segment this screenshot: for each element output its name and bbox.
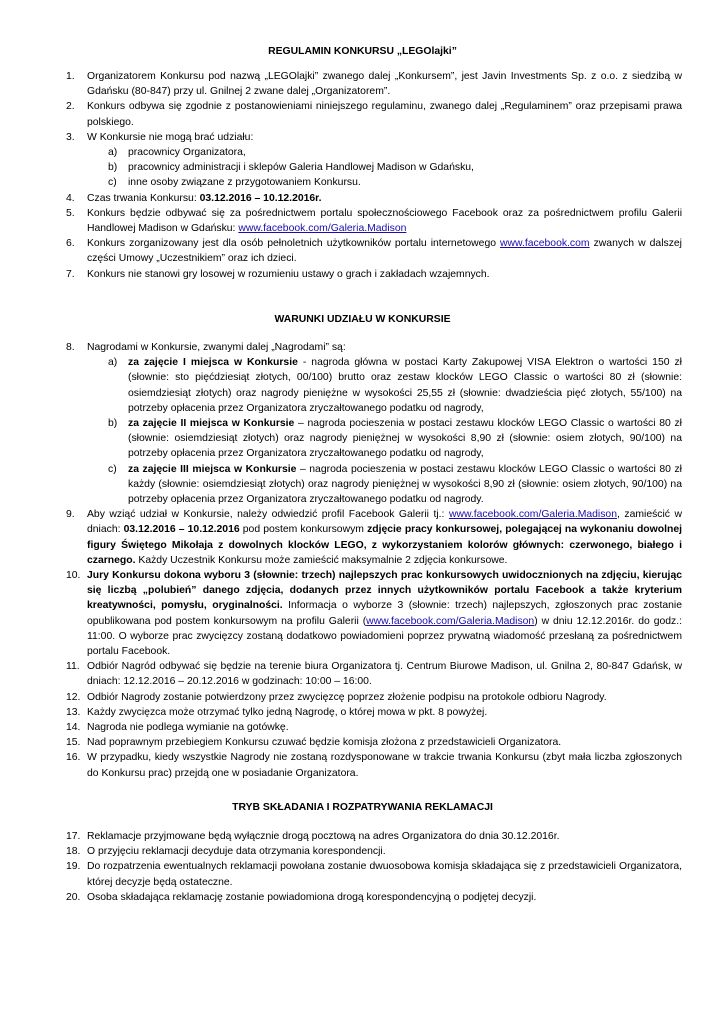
item-number: 13. — [66, 706, 81, 718]
sub-item — [66, 175, 682, 190]
item-text: Osoba składająca reklamację zostanie powiadomiona drogą korespondencyjną o podjętej decyzji. — [87, 891, 537, 903]
list-item — [66, 890, 682, 905]
item-text: Odbiór Nagród odbywać się będzie na terenie biura Organizatora tj. Centrum Biurowe Madison, ul. Gnilna 2, 80-847 Gdańsk, w dniach: 12.12.2016 – 20.12.2016 w godzinach: 10:00 – 16:00. — [87, 661, 682, 688]
sub-letter: b) — [108, 162, 118, 174]
prize-place: za zajęcie III miejsca w Konkursie — [128, 463, 297, 475]
item-text: ) w dniu 12.12.2016r. do godz.: 11:00. O wyborze prac zwycięzcy zostaną dodatkowo powiadomieni poprzez prywatną wiadomość przesłaną za pośrednictwem portalu Facebook. — [87, 615, 682, 658]
item-text: , zamieścić w dniach: — [87, 509, 682, 536]
sub-letter: c) — [108, 463, 117, 475]
list-item — [66, 340, 682, 355]
list-item — [66, 69, 682, 99]
facebook-link[interactable]: www.facebook.com — [500, 238, 590, 250]
item-text: Odbiór Nagrody zostanie potwierdzony przez zwycięzcę poprzez złożenie podpisu na protokole odbioru Nagrody. — [87, 691, 607, 703]
list-item — [66, 829, 682, 844]
sub-letter: a) — [108, 357, 118, 369]
item-text: W przypadku, kiedy wszystkie Nagrody nie zostaną rozdysponowane w trakcie trwania Konkursu (zbyt mała liczba zgłoszonych do Konkursu prac) przejdą one w posiadanie Organizatora. — [87, 752, 682, 779]
item-text: Nagrodami w Konkursie, zwanymi dalej „Nagrodami” są: — [87, 342, 346, 353]
sub-letter: c) — [108, 177, 117, 189]
item-text: Do rozpatrzenia ewentualnych reklamacji powołana zostanie dwuosobowa komisja składająca się z przedstawicieli Organizatora, której decyzje będą ostateczne. — [87, 861, 682, 888]
task-description: zdjęcie pracy konkursowej, polegającej na wykonaniu dowolnej figury Świętego Mikołaja z dowolnych klocków LEGO, z wykorzystaniem kolorów głównych: czerwonego, białego i czarnego. — [87, 524, 682, 566]
item-number: 4. — [66, 192, 75, 204]
list-item — [66, 568, 682, 659]
item-text: Konkurs odbywa się zgodnie z postanowieniami niniejszego regulaminu, zwanego dalej „Regulaminem” oraz przepisami prawa polskiego. — [87, 101, 682, 128]
facebook-link[interactable]: www.facebook.com/Galeria.Madison — [448, 509, 617, 521]
list-item — [66, 206, 682, 236]
list-item — [66, 720, 682, 735]
item-text: Konkurs będzie odbywać się za pośrednictwem portalu społecznościowego Facebook oraz za pośrednictwem profilu Galerii Handlowej Madison w Gdańsku: — [87, 207, 682, 235]
sub-text: – nagroda pocieszenia w postaci zestawu klocków LEGO Classic o wartości 80 zł każdy (słownie: osiemdziesiąt złotych) oraz nagrody pieniężnej w wysokości 8,90 zł (słownie: osiem złotych, 90/100) na potrzeby opłacenia przez Organizatora zryczałtowanego podatku od nagrody. — [128, 463, 682, 506]
item-number: 2. — [66, 101, 75, 113]
item-number: 8. — [66, 342, 75, 353]
sub-text: pracownicy administracji i sklepów Galeria Handlowej Madison w Gdańsku, — [128, 162, 474, 174]
list-item — [66, 659, 682, 689]
facebook-link[interactable]: www.facebook.com/Galeria.Madison — [366, 615, 535, 627]
item-text: Organizatorem Konkursu pod nazwą „LEGOlajki” zwanego dalej „Konkursem”, jest Javin Investments Sp. z o.o. z siedzibą w Gdańsku (80-847) przy ul. Gnilnej 2 zwane dalej „Organizatorem”. — [87, 71, 682, 98]
item-number: 1. — [66, 71, 75, 82]
item-text: zwanych w dalszej części Umowy „Uczestnikiem” oraz ich dzieci. — [87, 238, 682, 265]
list-item — [66, 99, 682, 129]
prize-place: za zajęcie II miejsca w Konkursie — [128, 418, 295, 430]
sub-item — [66, 145, 682, 160]
item-number: 16. — [66, 752, 81, 764]
item-number: 19. — [66, 861, 81, 873]
item-number: 15. — [66, 737, 81, 749]
sub-item — [66, 462, 682, 508]
sub-item — [66, 355, 682, 416]
title-reklamacje: TRYB SKŁADANIA I ROZPATRYWANIA REKLAMACJI — [232, 802, 493, 813]
section-1-list — [66, 69, 682, 282]
list-item — [66, 236, 682, 266]
list-item — [66, 844, 682, 859]
item-number: 6. — [66, 238, 75, 250]
list-item — [66, 705, 682, 720]
item-number: 12. — [66, 691, 81, 703]
item-text: Reklamacje przyjmowane będą wyłącznie drogą pocztową na adres Organizatora do dnia 30.12.2016r. — [87, 831, 560, 842]
item-number: 18. — [66, 846, 81, 858]
sub-item — [66, 160, 682, 175]
title-warunki: WARUNKI UDZIAŁU W KONKURSIE — [274, 314, 451, 325]
list-item — [66, 735, 682, 750]
item-text: Każdy Uczestnik Konkursu może zamieścić maksymalnie 2 zdjęcia konkursowe. — [135, 554, 508, 566]
sub-text: - nagroda główna w postaci Karty Zakupowej VISA Elektron o wartości 150 zł (słownie: sto pięćdziesiąt złotych, 00/100) brutto oraz zestaw klocków LEGO Classic o wartości 80 zł (słownie: osiemdziesiąt złotych) oraz nagrody pieniężne w wysokości 25,55 zł (słownie: dwadzieścia pięć złotych, 55/100) na potrzeby opłacenia przez Organizatora zryczałtowanego podatku od nagrody, — [128, 357, 682, 414]
item-text: O przyjęciu reklamacji decyduje data otrzymania korespondencji. — [87, 846, 386, 858]
item-number: 5. — [66, 207, 75, 219]
contest-dates: 03.12.2016 – 10.12.2016r. — [199, 192, 322, 204]
item-text: Aby wziąć udział w Konkursie, należy odwiedzić profil Facebook Galerii tj.: — [87, 509, 449, 521]
item-text: Czas trwania Konkursu: — [87, 192, 200, 204]
item-text: Informacja o wyborze 3 (słownie: trzech) najlepszych, zgłoszonych prac zostanie opublikowana pod postem konkursowym na profilu Galerii ( — [87, 600, 682, 627]
jury-text: Jury Konkursu dokona wyboru 3 (słownie: trzech) najlepszych prac konkursowych uwidocznionych na zdjęciu, kierując się liczbą „polubień” danego zdjęcia, dodanych przez innych użytkowników portalu Facebook a także kryterium kreatywności, pomysłu, oryginalności. — [87, 570, 682, 612]
item-number: 3. — [66, 131, 75, 143]
section-2-list — [66, 340, 682, 781]
sub-letter: a) — [108, 147, 118, 159]
section-3-list — [66, 829, 682, 905]
item-text: Konkurs nie stanowi gry losowej w rozumieniu ustawy o grach i zakładach wzajemnych. — [87, 268, 490, 280]
item-text: Nad poprawnym przebiegiem Konkursu czuwać będzie komisja złożona z przedstawicieli Organizatora. — [87, 737, 562, 749]
item-text: Nagroda nie podlega wymianie na gotówkę. — [87, 722, 289, 734]
title-regulamin: REGULAMIN KONKURSU „LEGOlajki” — [268, 46, 457, 57]
item-text: W Konkursie nie mogą brać udziału: — [87, 131, 254, 143]
item-number: 10. — [66, 570, 81, 582]
list-item — [66, 267, 682, 282]
contest-dates: 03.12.2016 – 10.12.2016 — [123, 524, 240, 536]
item-number: 7. — [66, 268, 75, 280]
item-number: 20. — [66, 891, 81, 903]
sub-text: – nagroda pocieszenia w postaci zestawu klocków LEGO Classic o wartości 80 zł (słownie: osiemdziesiąt złotych) oraz nagrody pieniężnej w wysokości 8,90 zł (słownie: osiem złotych, 90/100) na potrzeby opłacenia przez Organizatora zryczałtowanego podatku od nagrody, — [128, 418, 682, 460]
list-item — [66, 750, 682, 780]
facebook-link[interactable]: www.facebook.com/Galeria.Madison — [238, 223, 407, 235]
sub-text: pracownicy Organizatora, — [128, 147, 246, 159]
item-text: pod postem konkursowym — [239, 524, 368, 536]
item-number: 11. — [66, 661, 80, 673]
list-item — [66, 130, 682, 145]
item-number: 14. — [66, 722, 81, 734]
sub-text: inne osoby związane z przygotowaniem Konkursu. — [128, 177, 361, 189]
item-text: Każdy zwycięzca może otrzymać tylko jedną Nagrodę, o której mowa w pkt. 8 powyżej. — [87, 706, 488, 718]
list-item — [66, 690, 682, 705]
item-number: 9. — [66, 509, 75, 521]
sub-item — [66, 416, 682, 462]
item-number: 17. — [66, 831, 81, 842]
item-text: Konkurs zorganizowany jest dla osób pełnoletnich użytkowników portalu internetowego — [87, 238, 501, 250]
sub-letter: b) — [108, 418, 118, 430]
list-item — [66, 507, 682, 568]
list-item — [66, 191, 682, 206]
list-item — [66, 859, 682, 889]
prize-place: za zajęcie I miejsca w Konkursie — [128, 357, 298, 369]
